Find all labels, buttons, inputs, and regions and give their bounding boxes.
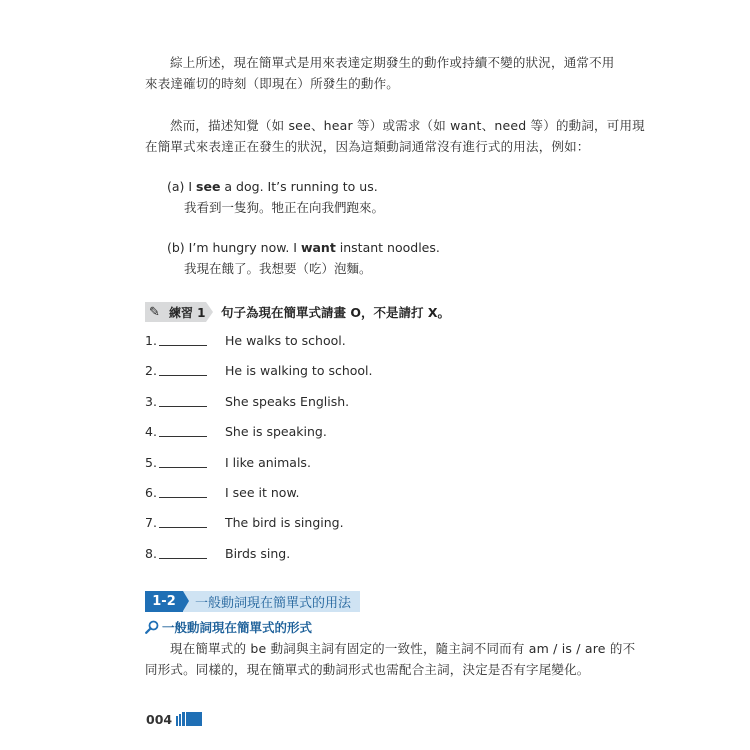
answer-blank[interactable] <box>159 527 207 528</box>
item-number: 5. <box>145 455 157 470</box>
item-sentence: I see it now. <box>225 485 300 500</box>
answer-blank[interactable] <box>159 467 207 468</box>
paragraph-form <box>145 638 636 680</box>
answer-blank[interactable] <box>159 406 207 407</box>
paragraph-line: 在簡單式來表達正在發生的狀況，因為這類動詞通常沒有進行式的用法，例如： <box>145 139 590 154</box>
item-number: 2. <box>145 363 157 378</box>
practice-header <box>145 302 450 322</box>
example-text: a dog. It’s running to us. <box>220 179 378 194</box>
item-sentence: I like animals. <box>225 455 311 470</box>
example-keyword: want <box>300 240 336 255</box>
paragraph-line: 綜上所述，現在簡單式是用來表達定期發生的動作或持續不變的狀況，通常不用 <box>170 55 615 70</box>
paragraph-summary <box>145 52 615 94</box>
practice-instruction: 句子為現在簡單式請畫 O，不是請打 X。 <box>221 305 450 320</box>
subsection-title: 一般動詞現在簡單式的形式 <box>162 620 313 635</box>
practice-item <box>145 546 445 566</box>
practice-item <box>145 485 445 505</box>
paragraph-perception-verbs <box>145 115 645 157</box>
answer-blank[interactable] <box>159 558 207 559</box>
magnifier-icon <box>145 620 159 634</box>
item-sentence: She is speaking. <box>225 424 327 439</box>
answer-blank[interactable] <box>159 436 207 437</box>
example-chinese: 我看到一隻狗。牠正在向我們跑來。 <box>184 200 385 215</box>
item-sentence: He is walking to school. <box>225 363 373 378</box>
item-sentence: He walks to school. <box>225 333 346 348</box>
item-number: 6. <box>145 485 157 500</box>
practice-item <box>145 363 445 383</box>
item-sentence: Birds sing. <box>225 546 291 561</box>
section-title: 一般動詞現在簡單式的用法 <box>183 591 360 612</box>
item-number: 8. <box>145 546 157 561</box>
example-english <box>167 176 384 197</box>
item-number: 7. <box>145 515 157 530</box>
section-heading <box>145 591 360 612</box>
answer-blank[interactable] <box>159 375 207 376</box>
example-text: instant noodles. <box>335 240 440 255</box>
item-number: 3. <box>145 394 157 409</box>
practice-item <box>145 515 445 535</box>
item-sentence: The bird is singing. <box>225 515 344 530</box>
pencil-icon: ✎ <box>149 304 160 320</box>
item-number: 4. <box>145 424 157 439</box>
example-b <box>167 237 440 279</box>
page-marker-bars <box>176 712 202 726</box>
page-number: 004 <box>146 711 173 727</box>
practice-item <box>145 424 445 444</box>
item-sentence: She speaks English. <box>225 394 350 409</box>
section-number: 1-2 <box>145 591 183 612</box>
answer-blank[interactable] <box>159 497 207 498</box>
page-footer <box>146 711 202 727</box>
example-text: (b) I’m hungry now. I <box>167 240 301 255</box>
paragraph-line: 同形式。同樣的，現在簡單式的動詞形式也需配合主詞，決定是否有字尾變化。 <box>145 662 590 677</box>
example-english <box>167 237 440 258</box>
practice-tag <box>145 302 206 322</box>
paragraph-line: 現在簡單式的 be 動詞與主詞有固定的一致性，隨主詞不同而有 am / is / are 的不 <box>170 641 636 656</box>
practice-tag-label: 練習 1 <box>169 305 206 320</box>
practice-item <box>145 333 445 353</box>
paragraph-line: 來表達確切的時刻（即現在）所發生的動作。 <box>145 76 400 91</box>
practice-tag-arrow <box>206 302 213 322</box>
answer-blank[interactable] <box>159 345 207 346</box>
example-chinese: 我現在餓了。我想要（吃）泡麵。 <box>184 261 372 276</box>
example-keyword: see <box>196 179 221 194</box>
practice-item <box>145 455 445 475</box>
subsection-heading <box>145 618 312 636</box>
practice-item <box>145 394 445 414</box>
paragraph-line: 然而，描述知覺（如 see、hear 等）或需求（如 want、need 等）的動詞，可用現 <box>170 118 645 133</box>
example-text: (a) I <box>167 179 197 194</box>
item-number: 1. <box>145 333 157 348</box>
example-a <box>167 176 384 218</box>
